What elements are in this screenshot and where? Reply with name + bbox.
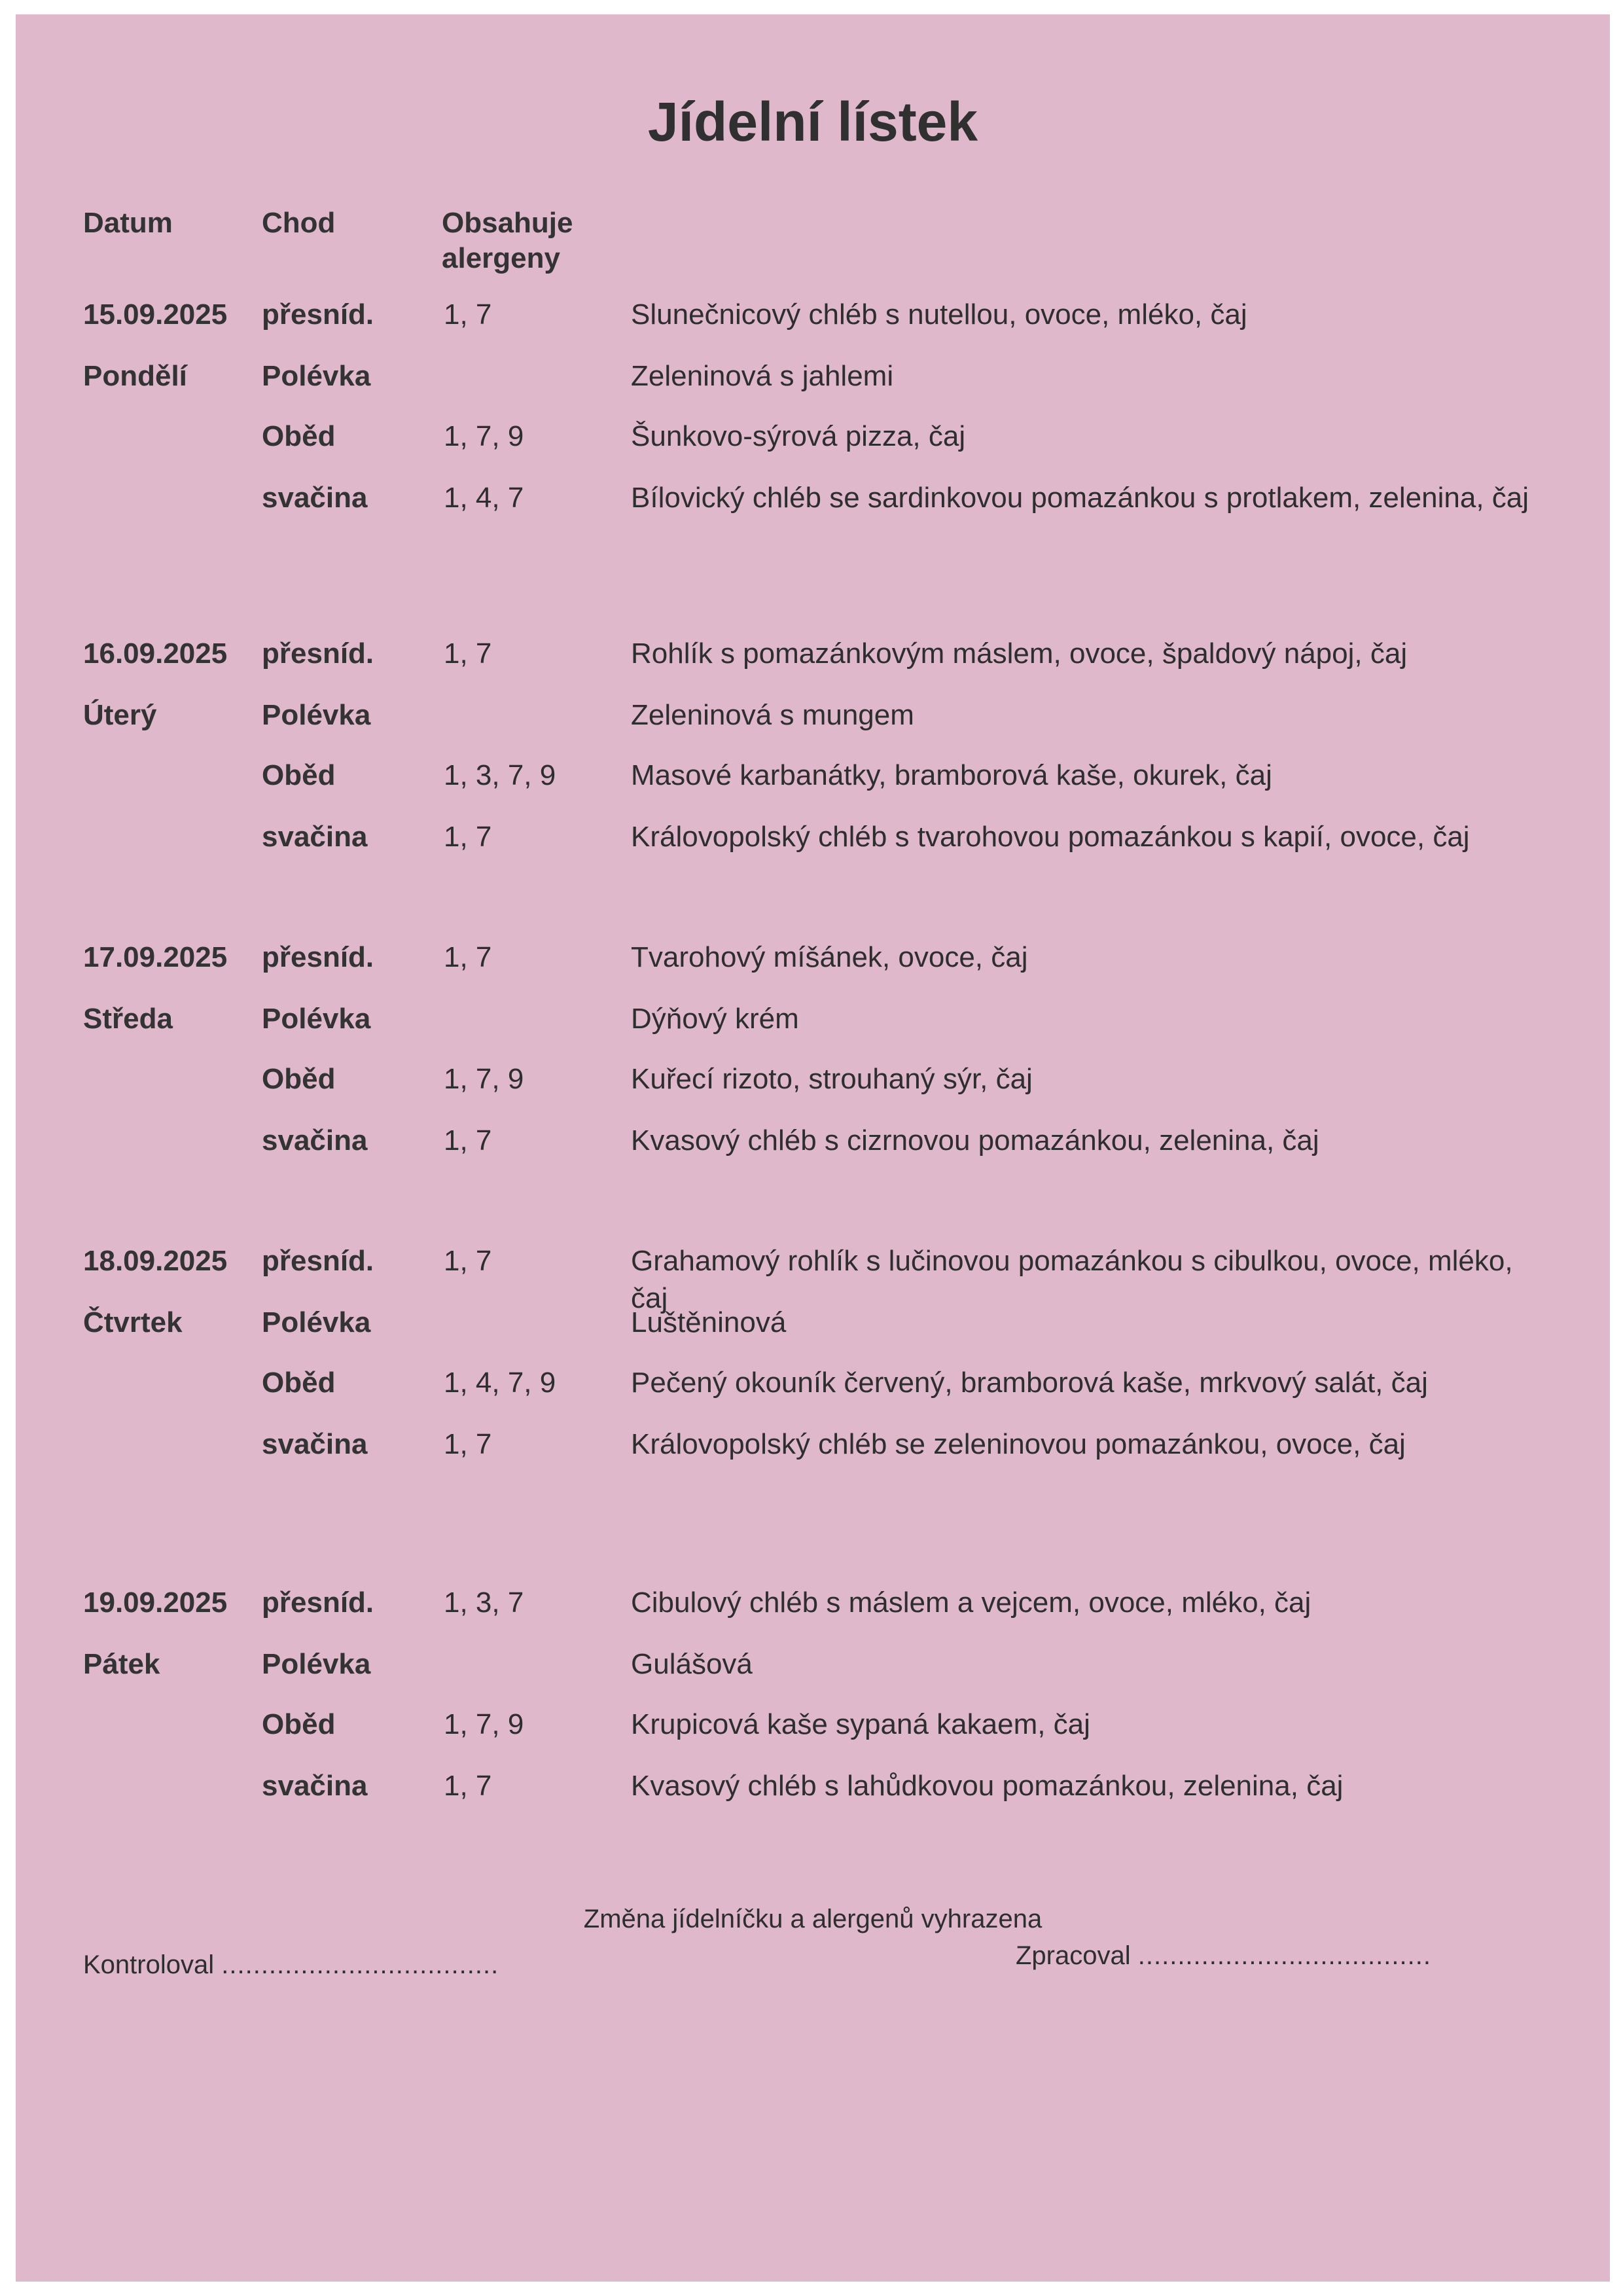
day-date: 17.09.2025	[83, 941, 228, 973]
meal-allergens: 1, 3, 7	[444, 1587, 524, 1619]
meal-allergens: 1, 7, 9	[444, 1063, 524, 1095]
meal-dish: Luštěninová	[631, 1306, 787, 1338]
day-name: Čtvrtek	[83, 1306, 183, 1338]
meal-dish: Dýňový krém	[631, 1003, 799, 1035]
meal-dish: Kvasový chléb s lahůdkovou pomazánkou, zelenina, čaj	[631, 1770, 1344, 1802]
header-allergens: Obsahuje alergeny	[442, 207, 573, 274]
checked-by-line: ...................................	[221, 1950, 499, 1979]
meal-course: přesníd.	[262, 941, 374, 973]
meal-dish: Zeleninová s jahlemi	[631, 360, 894, 392]
day-name: Úterý	[83, 699, 157, 731]
meal-course: Polévka	[262, 360, 371, 392]
meal-course: Polévka	[262, 1003, 371, 1035]
processed-by-line: .....................................	[1137, 1941, 1431, 1970]
meal-dish: Zeleninová s mungem	[631, 699, 914, 731]
day-date: 15.09.2025	[83, 298, 228, 331]
meal-course: Polévka	[262, 1306, 371, 1338]
page-title: Jídelní lístek	[647, 91, 978, 152]
meal-course: Oběd	[262, 420, 336, 452]
meal-course: svačina	[262, 482, 368, 514]
meal-dish: Pečený okouník červený, bramborová kaše, mrkvový salát, čaj	[631, 1367, 1428, 1399]
meal-allergens: 1, 7	[444, 821, 492, 853]
header-course: Chod	[262, 207, 336, 239]
day-date: 19.09.2025	[83, 1587, 228, 1619]
day-name: Pondělí	[83, 360, 187, 392]
meal-dish: Gulášová	[631, 1648, 753, 1680]
day-name: Pátek	[83, 1648, 160, 1680]
meal-dish: Grahamový rohlík s lučinovou pomazánkou s cibulkou, ovoce, mléko, čaj	[631, 1245, 1513, 1315]
meal-dish: Královopolský chléb se zeleninovou pomazánkou, ovoce, čaj	[631, 1428, 1406, 1460]
meal-course: Oběd	[262, 1367, 336, 1399]
meal-course: svačina	[262, 1428, 368, 1460]
meal-course: Oběd	[262, 1708, 336, 1740]
meal-dish: Šunkovo-sýrová pizza, čaj	[631, 420, 966, 452]
meal-dish: Kvasový chléb s cizrnovou pomazánkou, zelenina, čaj	[631, 1124, 1319, 1157]
meal-course: přesníd.	[262, 1245, 374, 1277]
meal-course: svačina	[262, 1124, 368, 1157]
meal-course: Oběd	[262, 759, 336, 791]
meal-dish: Rohlík s pomazánkovým máslem, ovoce, špaldový nápoj, čaj	[631, 637, 1408, 670]
meal-course: přesníd.	[262, 298, 374, 331]
meal-allergens: 1, 7	[444, 1770, 492, 1802]
meal-allergens: 1, 3, 7, 9	[444, 759, 556, 791]
meal-dish: Královopolský chléb s tvarohovou pomazánkou s kapií, ovoce, čaj	[631, 821, 1470, 853]
meal-dish: Slunečnicový chléb s nutellou, ovoce, mléko, čaj	[631, 298, 1247, 331]
meal-dish: Cibulový chléb s máslem a vejcem, ovoce, mléko, čaj	[631, 1587, 1311, 1619]
day-date: 16.09.2025	[83, 637, 228, 670]
day-name: Středa	[83, 1003, 173, 1035]
meal-dish: Kuřecí rizoto, strouhaný sýr, čaj	[631, 1063, 1033, 1095]
meal-dish: Masové karbanátky, bramborová kaše, okurek, čaj	[631, 759, 1272, 791]
meal-allergens: 1, 7	[444, 941, 492, 973]
meal-allergens: 1, 4, 7, 9	[444, 1367, 556, 1399]
menu-sheet	[16, 14, 1610, 2282]
meal-allergens: 1, 7	[444, 1124, 492, 1157]
meal-allergens: 1, 7, 9	[444, 1708, 524, 1740]
meal-allergens: 1, 7	[444, 637, 492, 670]
meal-course: Oběd	[262, 1063, 336, 1095]
meal-allergens: 1, 4, 7	[444, 482, 524, 514]
checked-by-signature	[83, 1950, 499, 1980]
meal-dish: Tvarohový míšánek, ovoce, čaj	[631, 941, 1028, 973]
meal-allergens: 1, 7	[444, 1428, 492, 1460]
meal-dish: Krupicová kaše sypaná kakaem, čaj	[631, 1708, 1090, 1740]
meal-allergens: 1, 7	[444, 298, 492, 331]
meal-dish: Bílovický chléb se sardinkovou pomazánkou s protlakem, zelenina, čaj	[631, 482, 1529, 514]
meal-allergens: 1, 7, 9	[444, 420, 524, 452]
change-notice: Změna jídelníčku a alergenů vyhrazena	[583, 1905, 1043, 1933]
checked-by-label: Kontroloval	[83, 1950, 215, 1979]
processed-by-label: Zpracoval	[1016, 1941, 1131, 1970]
meal-course: Polévka	[262, 1648, 371, 1680]
processed-by-signature	[1016, 1941, 1431, 1971]
meal-course: přesníd.	[262, 1587, 374, 1619]
meal-course: přesníd.	[262, 637, 374, 670]
header-date: Datum	[83, 207, 173, 239]
day-date: 18.09.2025	[83, 1245, 228, 1277]
meal-course: svačina	[262, 1770, 368, 1802]
meal-course: Polévka	[262, 699, 371, 731]
meal-course: svačina	[262, 821, 368, 853]
meal-allergens: 1, 7	[444, 1245, 492, 1277]
